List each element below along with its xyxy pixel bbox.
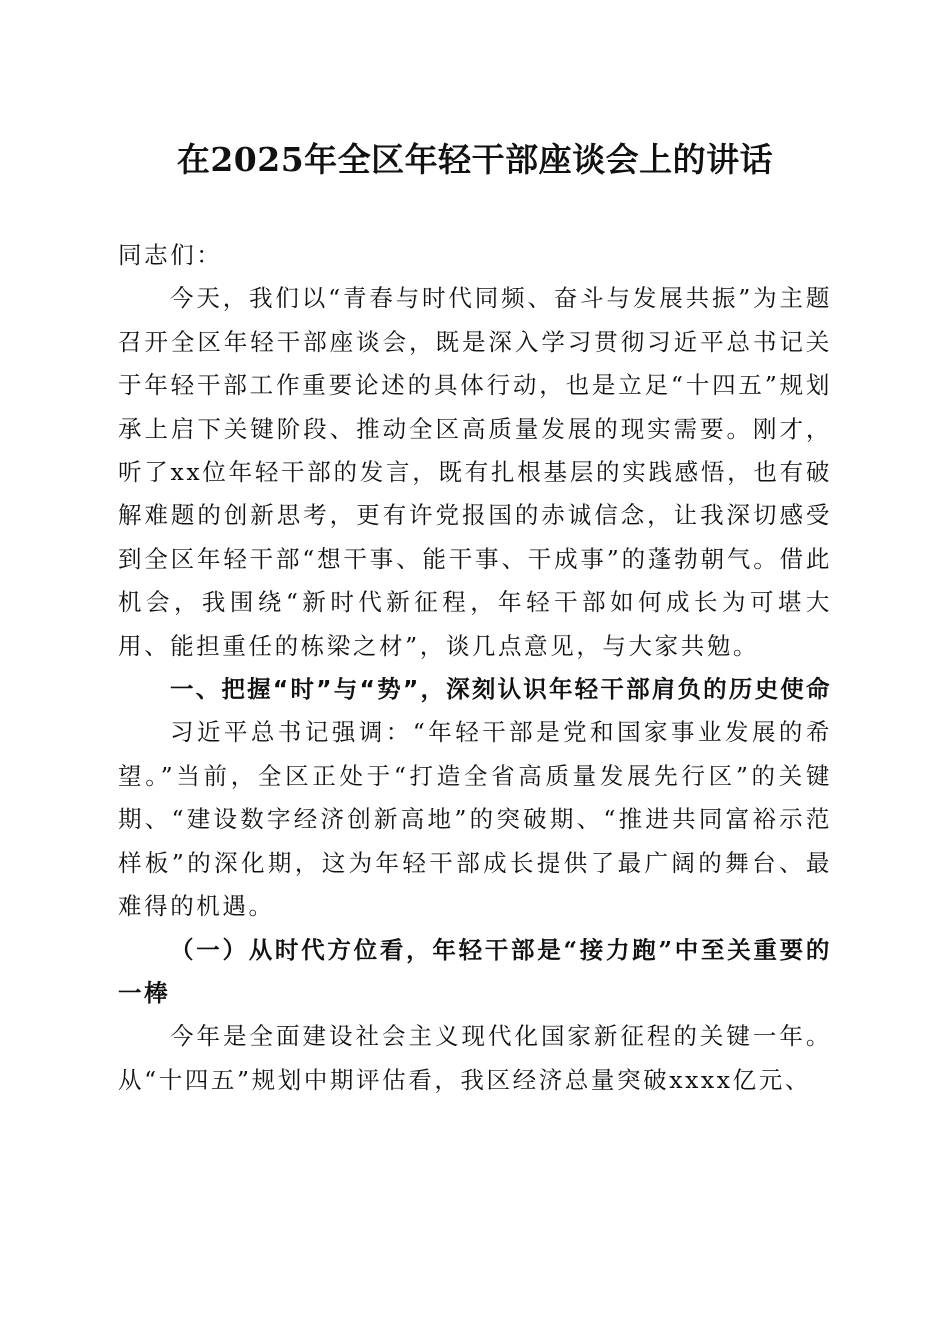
document-title: 在2025年全区年轻干部座谈会上的讲话: [176, 140, 774, 179]
salutation: 同志们：: [118, 241, 223, 269]
section-heading: 一、把握“时”与“势”，深刻认识年轻干部肩负的历史使命: [170, 675, 832, 704]
subsection-paragraph: 今年是全面建设社会主义现代化国家新征程的关键一年。从“十四五”规划中期评估看，我区经济总量突破xxxx亿元、: [118, 1022, 832, 1094]
section-paragraph: 习近平总书记强调：“年轻干部是党和国家事业发展的希望。”当前，全区正处于“打造全省高质量发展先行区”的关键期、“建设数字经济创新高地”的突破期、“推进共同富裕示范样板”的深化期，这为年轻干部成长提供了最广阔的舞台、最难得的机遇。: [118, 718, 832, 921]
subsection-heading: （一）从时代方位看，年轻干部是“接力跑”中至关重要的一棒: [118, 935, 832, 1007]
intro-paragraph: 今天，我们以“青春与时代同频、奋斗与发展共振”为主题召开全区年轻干部座谈会，既是深入学习贯彻习近平总书记关于年轻干部工作重要论述的具体行动，也是立足“十四五”规划承上启下关键阶段、推动全区高质量发展的现实需要。刚才，听了xx位年轻干部的发言，既有扎根基层的实践感悟，也有破解难题的创新思考，更有许党报国的赤诚信念，让我深切感受到全区年轻干部“想干事、能干事、干成事”的蓬勃朝气。借此机会，我围绕“新时代新征程，年轻干部如何成长为可堪大用、能担重任的栋梁之材”，谈几点意见，与大家共勉。: [118, 284, 832, 660]
document-body: [118, 234, 832, 1102]
